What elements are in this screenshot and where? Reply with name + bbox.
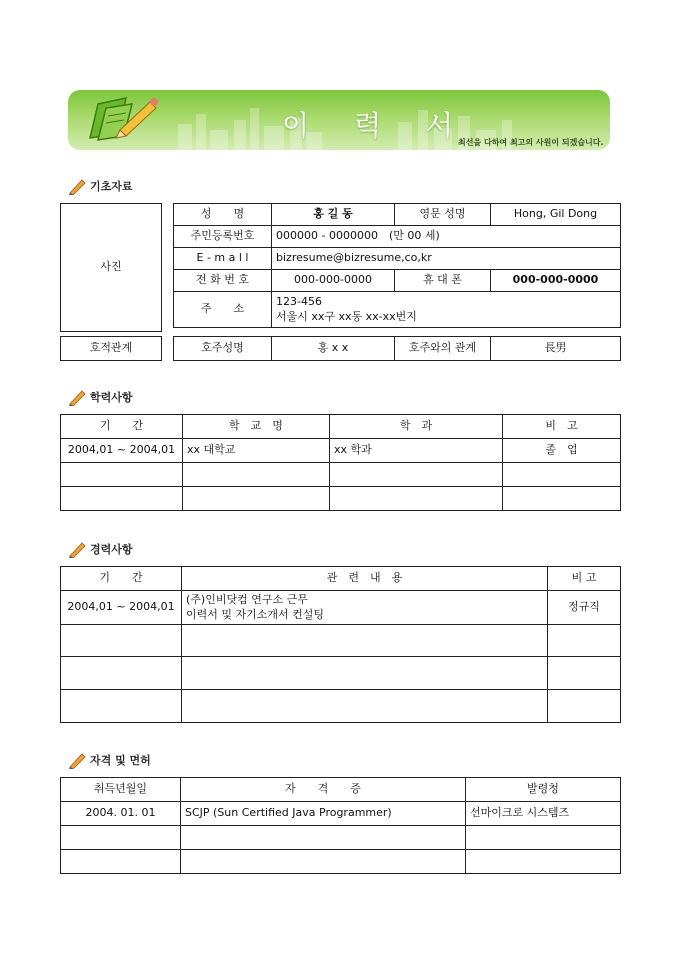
table-row [61,463,621,487]
table-row [61,826,621,850]
career-header-note: 비 고 [548,567,621,591]
eng-name-label: 영문 성명 [395,204,491,226]
table-row [61,850,621,874]
head-name-label: 호주성명 [174,337,272,361]
family-table [173,336,621,361]
family-label: 호적관계 [61,337,162,361]
career-note: 정규직 [548,591,621,625]
license-header-issuer: 발령청 [466,778,621,802]
pencil-icon [68,388,88,406]
section-title-label: 자격 및 면허 [90,754,151,767]
table-row [61,657,621,690]
phone-value: 000-000-0000 [272,270,395,292]
career-content-line1: (주)인비닷컴 연구소 근무 [186,592,308,606]
section-title-label: 학력사항 [90,391,133,404]
table-row [61,802,621,826]
address-value [272,292,621,328]
mobile-value: 000-000-0000 [491,270,621,292]
career-header-row [61,567,621,591]
education-table [60,414,621,511]
edu-note: 졸 업 [503,439,621,463]
section-title-basic [68,177,133,195]
license-table [60,777,621,874]
pencil-icon [68,751,88,769]
rrn-label: 주민등록번호 [174,226,272,248]
email-label: E - m a l l [174,248,272,270]
career-content-line2: 이력서 및 자기소개서 컨설팅 [186,607,325,621]
license-issuer: 선마이크로 시스템즈 [466,802,621,826]
relation-value: 長男 [491,337,621,361]
rrn-value: 000000 - 0000000 (만 00 세) [272,226,621,248]
section-title-label: 경력사항 [90,543,133,556]
career-period: 2004,01 ~ 2004,01 [61,591,182,625]
edu-major: xx 학과 [330,439,503,463]
license-header-row [61,778,621,802]
career-table [60,566,621,723]
license-header-cert: 자 격 증 [181,778,466,802]
career-header-content: 관 련 내 용 [182,567,548,591]
table-row [61,439,621,463]
edu-period: 2004,01 ~ 2004,01 [61,439,183,463]
banner-slogan: 최선을 다하여 최고의 사원이 되겠습니다. [458,138,604,147]
address-label: 주 소 [174,292,272,328]
photo-box [60,203,162,332]
license-cert: SCJP (Sun Certified Java Programmer) [181,802,466,826]
email-value: bizresume@bizresume,co,kr [272,248,621,270]
head-name-value: 홍 x x [272,337,395,361]
relation-label: 호주와의 관계 [395,337,491,361]
table-row [61,487,621,511]
section-title-license [68,751,151,769]
table-row [61,591,621,625]
eng-name-value: Hong, Gil Dong [491,204,621,226]
phone-label: 전 화 번 호 [174,270,272,292]
pencil-icon [68,177,88,195]
notebook-pencil-icon [90,98,158,140]
photo-label: 사진 [61,204,162,332]
family-label-box [60,336,162,361]
basic-info-table [173,203,621,328]
table-row [61,690,621,723]
document-title: 이 력 서 [282,109,471,142]
license-date: 2004. 01. 01 [61,802,181,826]
table-row [61,625,621,657]
career-content [182,591,548,625]
mobile-label: 휴 대 폰 [395,270,491,292]
section-title-education [68,388,133,406]
edu-school: xx 대학교 [183,439,330,463]
name-value: 홍 길 동 [272,204,395,226]
license-header-date: 취득년월일 [61,778,181,802]
section-title-label: 기초자료 [90,180,133,193]
edu-header-period: 기 간 [61,415,183,439]
address-line2: 서울시 xx구 xx동 xx-xx번지 [276,309,417,323]
name-label: 성 명 [174,204,272,226]
section-title-career [68,540,133,558]
career-header-period: 기 간 [61,567,182,591]
edu-header-major: 학 과 [330,415,503,439]
education-header-row [61,415,621,439]
address-line1: 123-456 [276,294,322,308]
edu-header-note: 비 고 [503,415,621,439]
pencil-icon [68,540,88,558]
edu-header-school: 학 교 명 [183,415,330,439]
